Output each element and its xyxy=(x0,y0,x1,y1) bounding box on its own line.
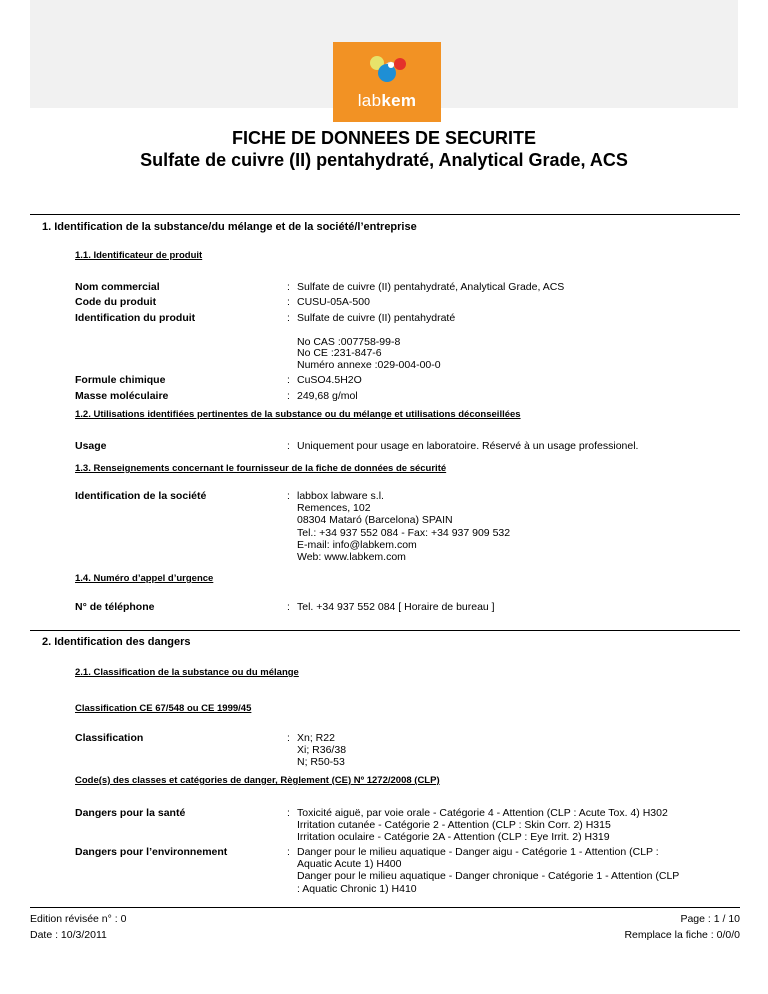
document-title: FICHE DE DONNEES DE SECURITE xyxy=(231,128,537,148)
company-name: labbox labware s.l. xyxy=(297,490,384,502)
hazard-line: Toxicité aiguë, par voie orale - Catégorie 4 - Attention (CLP : Acute Tox. 4) H302 xyxy=(297,807,668,819)
annexe-number: Numéro annexe :029-004-00-0 xyxy=(297,359,441,371)
societe-label: Identification de la société xyxy=(75,490,207,502)
street: Remences, 102 xyxy=(297,502,371,515)
city: 08304 Mataró (Barcelona) SPAIN xyxy=(297,514,453,527)
subsection-1-4-heading: 1.4. Numéro d’appel d’urgence xyxy=(75,573,214,584)
clp-heading: Code(s) des classes et catégories de danger, Règlement (CE) Nº 1272/2008 (CLP) xyxy=(75,775,440,786)
subsection-1-1-heading: 1.1. Identificateur de produit xyxy=(75,250,203,261)
hazard-line: Danger pour le milieu aquatique - Danger chronique - Catégorie 1 - Attention (CLP xyxy=(297,870,680,883)
ce-number: No CE :231-847-6 xyxy=(297,347,382,359)
usage-value: Uniquement pour usage en laboratoire. Réservé à un usage professionel. xyxy=(297,440,639,452)
hazard-line: Aquatic Acute 1) H400 xyxy=(297,858,402,871)
colon: : xyxy=(287,846,290,858)
section-2-heading: 2. Identification des dangers xyxy=(42,636,191,648)
dangers-env-values xyxy=(297,846,679,895)
usage-label: Usage xyxy=(75,440,107,452)
classification-line: Xi; R36/38 xyxy=(297,744,347,757)
cas-number: No CAS :007758-99-8 xyxy=(297,336,401,348)
subsection-1-2-heading: 1.2. Utilisations identifiées pertinentes de la substance ou du mélange et utilisations déconseillées xyxy=(75,409,521,420)
identification-produit-value: Sulfate de cuivre (II) pentahydraté xyxy=(297,312,456,324)
hazard-line: Irritation cutanée - Catégorie 2 - Attention (CLP : Skin Corr. 2) H315 xyxy=(297,819,611,832)
code-produit-value: CUSU-05A-500 xyxy=(297,296,370,308)
edition-text: Edition révisée n° : 0 xyxy=(30,913,127,925)
nom-commercial-label: Nom commercial xyxy=(75,281,160,293)
colon: : xyxy=(287,807,290,819)
classification-line: Xn; R22 xyxy=(297,732,335,744)
formule-value: CuSO4.5H2O xyxy=(297,374,362,386)
colon: : xyxy=(287,296,290,308)
colon: : xyxy=(287,732,290,744)
colon: : xyxy=(287,281,290,293)
colon: : xyxy=(287,601,290,613)
email: E-mail: info@labkem.com xyxy=(297,538,417,551)
dangers-env-label: Dangers pour l’environnement xyxy=(75,846,228,858)
date-text: Date : 10/3/2011 xyxy=(30,929,107,941)
masse-value: 249,68 g/mol xyxy=(297,390,358,402)
colon: : xyxy=(287,312,290,324)
colon: : xyxy=(287,440,290,452)
colon: : xyxy=(287,390,290,402)
nom-commercial-value: Sulfate de cuivre (II) pentahydraté, Analytical Grade, ACS xyxy=(297,281,565,293)
hazard-line: : Aquatic Chronic 1) H410 xyxy=(297,882,417,895)
formule-label: Formule chimique xyxy=(75,374,166,386)
section-1-heading: 1. Identification de la substance/du mélange et de la société/l’entreprise xyxy=(42,221,417,233)
code-produit-label: Code du produit xyxy=(75,296,157,308)
colon: : xyxy=(287,490,290,502)
colon: : xyxy=(287,374,290,386)
classification-ce-heading: Classification CE 67/548 ou CE 1999/45 xyxy=(75,703,252,714)
page-number: Page : 1 / 10 xyxy=(680,913,740,925)
societe-address xyxy=(297,490,510,563)
footer-divider xyxy=(30,907,740,908)
logo-wordmark: labkem xyxy=(357,91,417,110)
website: Web: www.labkem.com xyxy=(297,551,406,564)
phone-fax: Tel.: +34 937 552 084 - Fax: +34 937 909 532 xyxy=(297,526,511,539)
classification-label: Classification xyxy=(75,732,144,744)
section-divider xyxy=(30,630,740,631)
masse-label: Masse moléculaire xyxy=(75,390,169,402)
identification-produit-label: Identification du produit xyxy=(75,312,196,324)
hazard-line: Danger pour le milieu aquatique - Danger aigu - Catégorie 1 - Attention (CLP : xyxy=(297,846,659,858)
subsection-2-1-heading: 2.1. Classification de la substance ou du mélange xyxy=(75,667,299,678)
dangers-sante-label: Dangers pour la santé xyxy=(75,807,186,819)
telephone-label: N° de téléphone xyxy=(75,601,155,613)
document-subtitle: Sulfate de cuivre (II) pentahydraté, Analytical Grade, ACS xyxy=(140,150,628,170)
classification-line: N; R50-53 xyxy=(297,756,345,769)
subsection-1-3-heading: 1.3. Renseignements concernant le fournisseur de la fiche de données de sécurité xyxy=(75,463,447,474)
section-divider xyxy=(30,214,740,215)
classification-values xyxy=(297,732,346,769)
remplace-text: Remplace la fiche : 0/0/0 xyxy=(624,929,740,941)
hazard-line: Irritation oculaire - Catégorie 2A - Attention (CLP : Eye Irrit. 2) H319 xyxy=(297,831,610,844)
telephone-value: Tel. +34 937 552 084 [ Horaire de bureau ] xyxy=(297,601,495,613)
dangers-sante-values xyxy=(297,807,668,844)
